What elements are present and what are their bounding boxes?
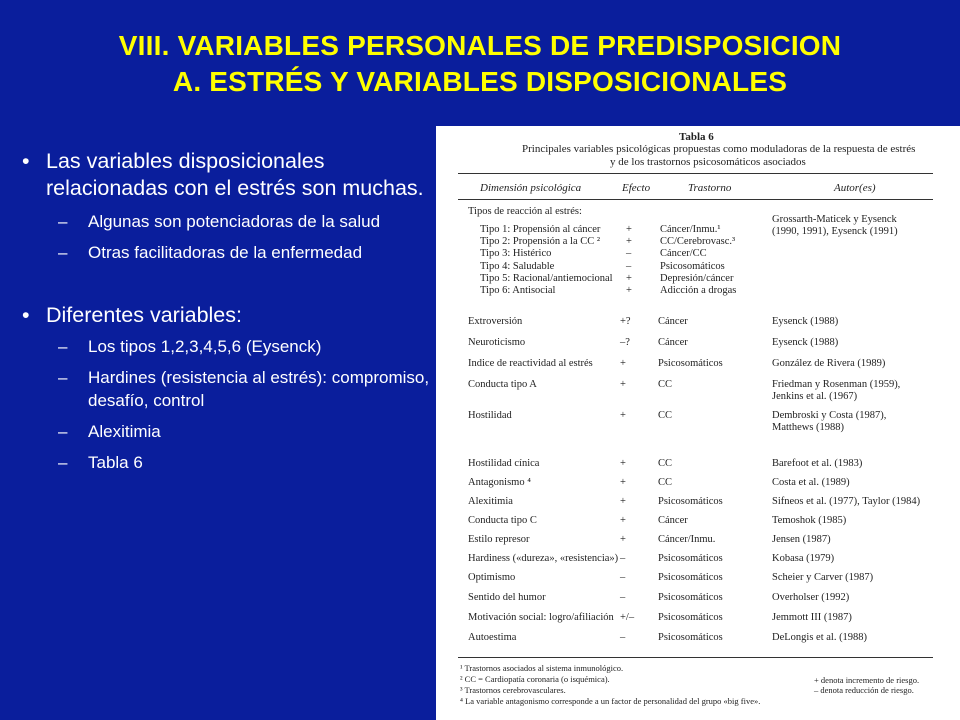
sub-bullet-text: Otras facilitadoras de la enfermedad: [88, 243, 363, 262]
row-effect-cell: –: [620, 572, 626, 583]
row-dimension-cell: Hostilidad: [468, 410, 512, 421]
row-effect-cell: +/–: [620, 612, 635, 623]
sub-bullet-item: [22, 420, 442, 443]
row-dimension-cell: Conducta tipo C: [468, 515, 537, 526]
row-disorder-cell: Psicosomáticos: [658, 632, 723, 643]
row-dimension-cell: Alexitimia: [468, 496, 513, 507]
bullet-item: [22, 302, 442, 329]
row-author-cell: Jensen (1987): [772, 534, 831, 545]
bullet-list: [22, 148, 442, 474]
type-effect-cell: +: [626, 224, 632, 235]
row-dimension-cell: Neuroticismo: [468, 337, 526, 348]
row-author-cell: Jemmott III (1987): [772, 612, 852, 623]
table-caption-line-1: Principales variables psicológicas propuestas como moduladoras de la respuesta de estrés: [522, 143, 916, 155]
row-author-cell: Dembroski y Costa (1987),: [772, 410, 887, 421]
row-author-cell: González de Rivera (1989): [772, 358, 886, 369]
slide-title: [0, 28, 960, 100]
row-disorder-cell: CC: [658, 458, 673, 469]
row-dimension-cell: Autoestima: [468, 632, 517, 643]
dash-icon: –: [58, 368, 68, 387]
header-autor: Autor(es): [834, 182, 876, 194]
row-disorder-cell: Cáncer: [658, 337, 688, 348]
row-author-cell: Eysenck (1988): [772, 337, 839, 348]
row-effect-cell: +?: [620, 316, 631, 327]
type-dimension-cell: Tipo 5: Racional/antiemocional: [480, 272, 613, 284]
type-dimension-cell: Tipo 3: Histérico: [480, 248, 552, 260]
type-effect-cell: –: [626, 260, 632, 272]
table-top-rule: [458, 173, 933, 174]
row-effect-cell: –: [620, 553, 626, 564]
header-efecto: Efecto: [622, 182, 651, 194]
sub-bullet-text: Algunas son potenciadoras de la salud: [88, 212, 381, 231]
row-effect-cell: +: [620, 458, 626, 469]
row-author-cell: Temoshok (1985): [772, 515, 847, 526]
row-disorder-cell: Psicosomáticos: [658, 612, 723, 623]
row-effect-cell: +: [620, 534, 626, 545]
row-dimension-cell: Indice de reactividad al estrés: [468, 358, 593, 369]
row-effect-cell: +: [620, 496, 626, 507]
sub-bullet-text: Hardines (resistencia al estrés): compromiso, desafío, control: [88, 368, 430, 410]
row-author-cell: DeLongis et al. (1988): [772, 632, 868, 643]
type-effect-cell: +: [626, 272, 632, 284]
type-effect-cell: +: [626, 285, 632, 296]
row-author-cell: Costa et al. (1989): [772, 477, 850, 488]
table-caption-line-2: y de los trastornos psicosomáticos asociados: [610, 156, 806, 168]
sub-bullet-item: [22, 451, 442, 474]
sub-bullet-item: [22, 241, 442, 264]
title-line-2: A. ESTRÉS Y VARIABLES DISPOSICIONALES: [172, 66, 788, 97]
type-disorder-cell: Depresión/cáncer: [660, 272, 734, 284]
bullet-text: Las variables disposicionales relacionadas con el estrés son muchas.: [46, 149, 424, 200]
row-dimension-cell: Sentido del humor: [468, 592, 546, 603]
dash-icon: –: [58, 243, 68, 262]
type-dimension-cell: Tipo 2: Propensión a la CC ²: [480, 236, 601, 248]
types-author-cell: Grossarth-Maticek y Eysenck (1990, 1991), Eysenck (1991): [772, 214, 898, 237]
footnote: ² CC = Cardiopatía coronaria (o isquémica).: [460, 674, 610, 684]
sub-bullet-text: Alexitimia: [88, 422, 161, 441]
row-disorder-cell: CC: [658, 379, 673, 390]
type-disorder-cell: Adicción a drogas: [660, 285, 737, 296]
row-dimension-cell: Estilo represor: [468, 534, 530, 545]
row-disorder-cell: Psicosomáticos: [658, 496, 723, 507]
group-label: Tipos de reacción al estrés:: [468, 206, 582, 217]
footnote: ¹ Trastornos asociados al sistema inmunológico.: [460, 663, 624, 673]
row-effect-cell: –?: [620, 337, 630, 348]
row-dimension-cell: Hostilidad cínica: [468, 458, 540, 469]
row-author-cell: Sifneos et al. (1977), Taylor (1984): [772, 496, 921, 507]
sub-bullet-item: [22, 335, 442, 358]
row-disorder-cell: Cáncer: [658, 316, 688, 327]
sub-bullet-item: [22, 210, 442, 233]
header-dimension: Dimensión psicológica: [480, 182, 582, 194]
row-author-cell: Matthews (1988): [772, 422, 845, 433]
row-disorder-cell: CC: [658, 410, 673, 421]
legend-note: – denota reducción de riesgo.: [814, 685, 914, 695]
row-author-cell: Jenkins et al. (1967): [772, 391, 858, 402]
table-6-image: [436, 126, 960, 720]
type-disorder-cell: Cáncer/Inmu.¹: [660, 224, 721, 235]
sub-bullet-text: Tabla 6: [88, 453, 143, 472]
row-effect-cell: –: [620, 632, 626, 643]
row-effect-cell: –: [620, 592, 626, 603]
row-author-cell: Overholser (1992): [772, 592, 850, 603]
row-disorder-cell: CC: [658, 477, 673, 488]
row-dimension-cell: Antagonismo ⁴: [468, 477, 531, 488]
table-header-rule: [458, 199, 933, 200]
header-trastorno: Trastorno: [688, 182, 732, 194]
row-dimension-cell: Motivación social: logro/afiliación: [468, 612, 614, 623]
type-disorder-cell: CC/Cerebrovasc.³: [660, 236, 736, 248]
row-author-cell: Barefoot et al. (1983): [772, 458, 863, 469]
dash-icon: –: [58, 337, 68, 356]
bullet-dot-icon: •: [22, 303, 30, 327]
row-disorder-cell: Cáncer: [658, 515, 688, 526]
row-effect-cell: +: [620, 358, 626, 369]
row-dimension-cell: Conducta tipo A: [468, 379, 537, 390]
row-dimension-cell: Extroversión: [468, 316, 523, 327]
row-effect-cell: +: [620, 410, 626, 421]
table-number: Tabla 6: [679, 131, 714, 143]
title-line-1: VIII. VARIABLES PERSONALES DE PREDISPOSICION: [118, 30, 842, 61]
row-effect-cell: +: [620, 515, 626, 526]
row-disorder-cell: Psicosomáticos: [658, 572, 723, 583]
row-dimension-cell: Hardiness («dureza», «resistencia»): [468, 553, 619, 564]
row-author-cell: Eysenck (1988): [772, 316, 839, 327]
sub-bullet-text: Los tipos 1,2,3,4,5,6 (Eysenck): [88, 337, 322, 356]
type-dimension-cell: Tipo 1: Propensión al cáncer: [480, 224, 601, 235]
footnote: ⁴ La variable antagonismo corresponde a un factor de personalidad del grupo «big five».: [460, 696, 761, 706]
row-disorder-cell: Psicosomáticos: [658, 553, 723, 564]
bullet-dot-icon: •: [22, 149, 30, 173]
dash-icon: –: [58, 212, 68, 231]
dash-icon: –: [58, 453, 68, 472]
row-disorder-cell: Cáncer/Inmu.: [658, 534, 716, 545]
type-disorder-cell: Cáncer/CC: [660, 248, 707, 260]
type-dimension-cell: Tipo 6: Antisocial: [480, 285, 556, 296]
type-effect-cell: –: [626, 248, 632, 260]
dash-icon: –: [58, 422, 68, 441]
bullet-item: [22, 148, 442, 202]
footnote: ³ Trastornos cerebrovasculares.: [460, 685, 566, 695]
bullet-text: Diferentes variables:: [46, 303, 242, 327]
table-bottom-rule: [458, 657, 933, 658]
row-author-cell: Kobasa (1979): [772, 553, 835, 564]
row-disorder-cell: Psicosomáticos: [658, 358, 723, 369]
type-effect-cell: +: [626, 236, 632, 248]
type-disorder-cell: Psicosomáticos: [660, 260, 725, 272]
row-effect-cell: +: [620, 379, 626, 390]
sub-bullet-item: [22, 366, 442, 412]
row-author-cell: Friedman y Rosenman (1959),: [772, 379, 901, 390]
row-author-cell: Scheier y Carver (1987): [772, 572, 874, 583]
row-disorder-cell: Psicosomáticos: [658, 592, 723, 603]
type-dimension-cell: Tipo 4: Saludable: [480, 260, 555, 272]
row-effect-cell: +: [620, 477, 626, 488]
legend-note: + denota incremento de riesgo.: [814, 675, 920, 685]
row-dimension-cell: Optimismo: [468, 572, 516, 583]
